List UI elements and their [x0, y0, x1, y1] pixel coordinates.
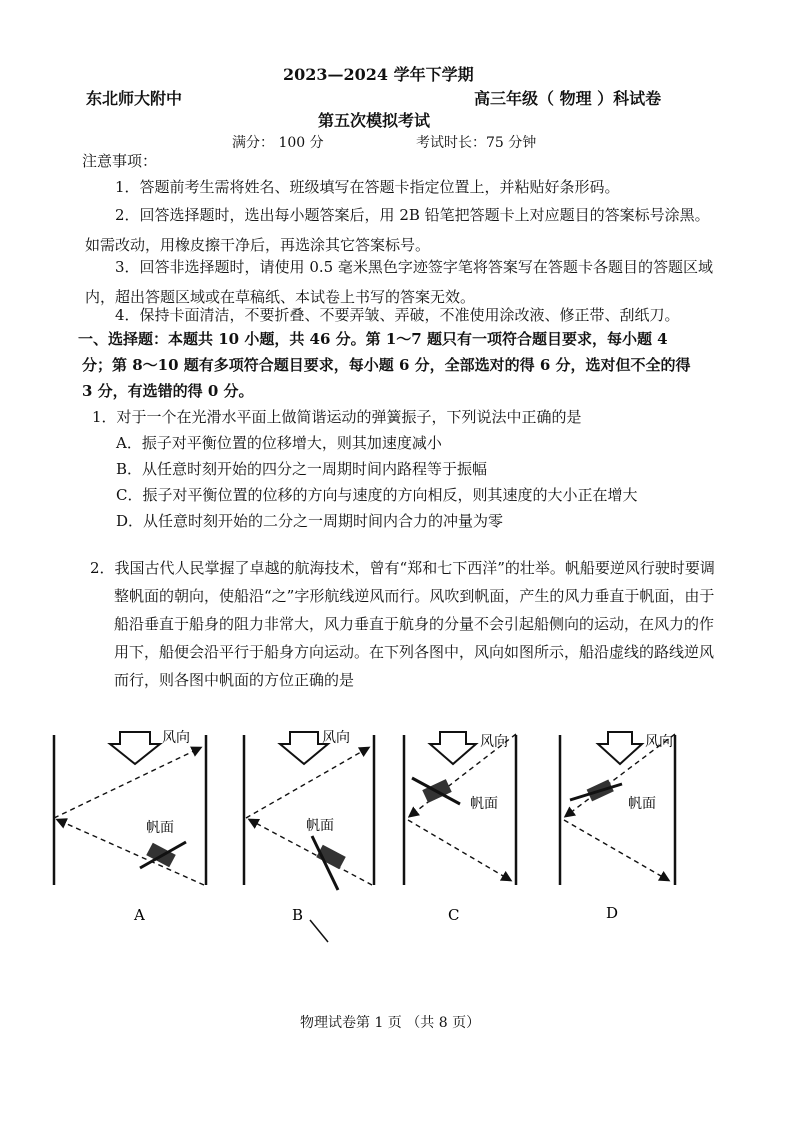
- sail-label: 帆面: [306, 818, 334, 834]
- wind-label: 风向: [645, 734, 673, 750]
- figure-label-d: D: [606, 904, 619, 922]
- exam-duration: 考试时长：75 分钟: [416, 135, 537, 151]
- q2-figures: [0, 720, 794, 950]
- notice-item-3: 3．回答非选择题时，请使用 0.5 毫米黑色字迹签字笔将答案写在答题卡各题目的答题区域内，超出答题区域或在草稿纸、本试卷上书写的答案无效。: [85, 258, 713, 306]
- wind-arrow-icon: [430, 732, 476, 764]
- wind-arrow-icon: [598, 732, 642, 764]
- q2-stem: 2．我国古代人民掌握了卓越的航海技术，曾有“郑和七下西洋”的壮举。帆船要逆风行驶时要调整帆面的朝向，使船沿“之”字形航线逆风而行。风吹到帆面，产生的风力垂直于帆面，由于船沿垂直于船身的阻力非常大，风力垂直于航身的分量不会引起船侧向的运动，在风力的作用下，船便会沿平行于船身方向运动。在下列各图中，风向如图所示，船沿虚线的路线逆风而行，则各图中帆面的方位正确的是: [90, 559, 715, 689]
- notice-title: 注意事项：: [82, 152, 158, 170]
- figure-b: [244, 730, 374, 942]
- wind-label: 风向: [322, 730, 350, 746]
- sail-icon: [412, 778, 460, 804]
- grade-subject: 高三年级（ 物理 ）科试卷: [474, 89, 662, 108]
- exam-name: 第五次模拟考试: [318, 111, 431, 130]
- q1-stem: 1．对于一个在光滑水平面上做简谐运动的弹簧振子，下列说法中正确的是: [92, 408, 582, 426]
- figure-c: [404, 732, 516, 924]
- school-name: 东北师大附中: [86, 89, 183, 108]
- q1-option-d: D．从任意时刻开始的二分之一周期时间内合力的冲量为零: [116, 512, 504, 530]
- wind-label: 风向: [162, 730, 190, 746]
- page-footer: 物理试卷第 1 页 （共 8 页）: [300, 1015, 481, 1031]
- sail-label: 帆面: [470, 796, 498, 812]
- wind-arrow-icon: [110, 732, 160, 764]
- q1-option-b: B．从任意时刻开始的四分之一周期时间内路程等于振幅: [116, 460, 488, 478]
- year-term: 2023—2024 学年下学期: [283, 65, 474, 84]
- q1-option-a: A．振子对平衡位置的位移增大，则其加速度减小: [116, 434, 442, 452]
- figure-a: [54, 730, 206, 924]
- q1-option-c: C．振子对平衡位置的位移的方向与速度的方向相反，则其速度的大小正在增大: [116, 486, 638, 504]
- figure-label-b: B: [292, 906, 304, 924]
- notice-item-2: 2．回答选择题时，选出每小题答案后，用 2B 铅笔把答题卡上对应题目的答案标号涂黑。如需改动，用橡皮擦干净后，再选涂其它答案标号。: [85, 206, 710, 254]
- notice-item-4: 4．保持卡面清洁，不要折叠、不要弄皱、弄破，不准使用涂改液、修正带、刮纸刀。: [115, 306, 680, 324]
- full-score: 满分： 100 分: [232, 135, 324, 151]
- figure-label-c: C: [448, 906, 460, 924]
- figure-d: [560, 732, 675, 922]
- notice-item-1: 1．答题前考生需将姓名、班级填写在答题卡指定位置上，并粘贴好条形码。: [115, 178, 620, 196]
- sail-label: 帆面: [146, 820, 174, 836]
- wind-label: 风向: [480, 734, 508, 750]
- wind-arrow-icon: [280, 732, 328, 764]
- figure-label-a: A: [134, 906, 145, 924]
- section-heading: 一、选择题：本题共 10 小题，共 46 分。第 1～7 题只有一项符合题目要求，每小题 4 分；第 8～10 题有多项符合题目要求，每小题 6 分，全部选对的得 6 分，选对但不全的得 3 分，有选错的得 0 分。: [78, 330, 691, 400]
- sail-label: 帆面: [628, 796, 656, 812]
